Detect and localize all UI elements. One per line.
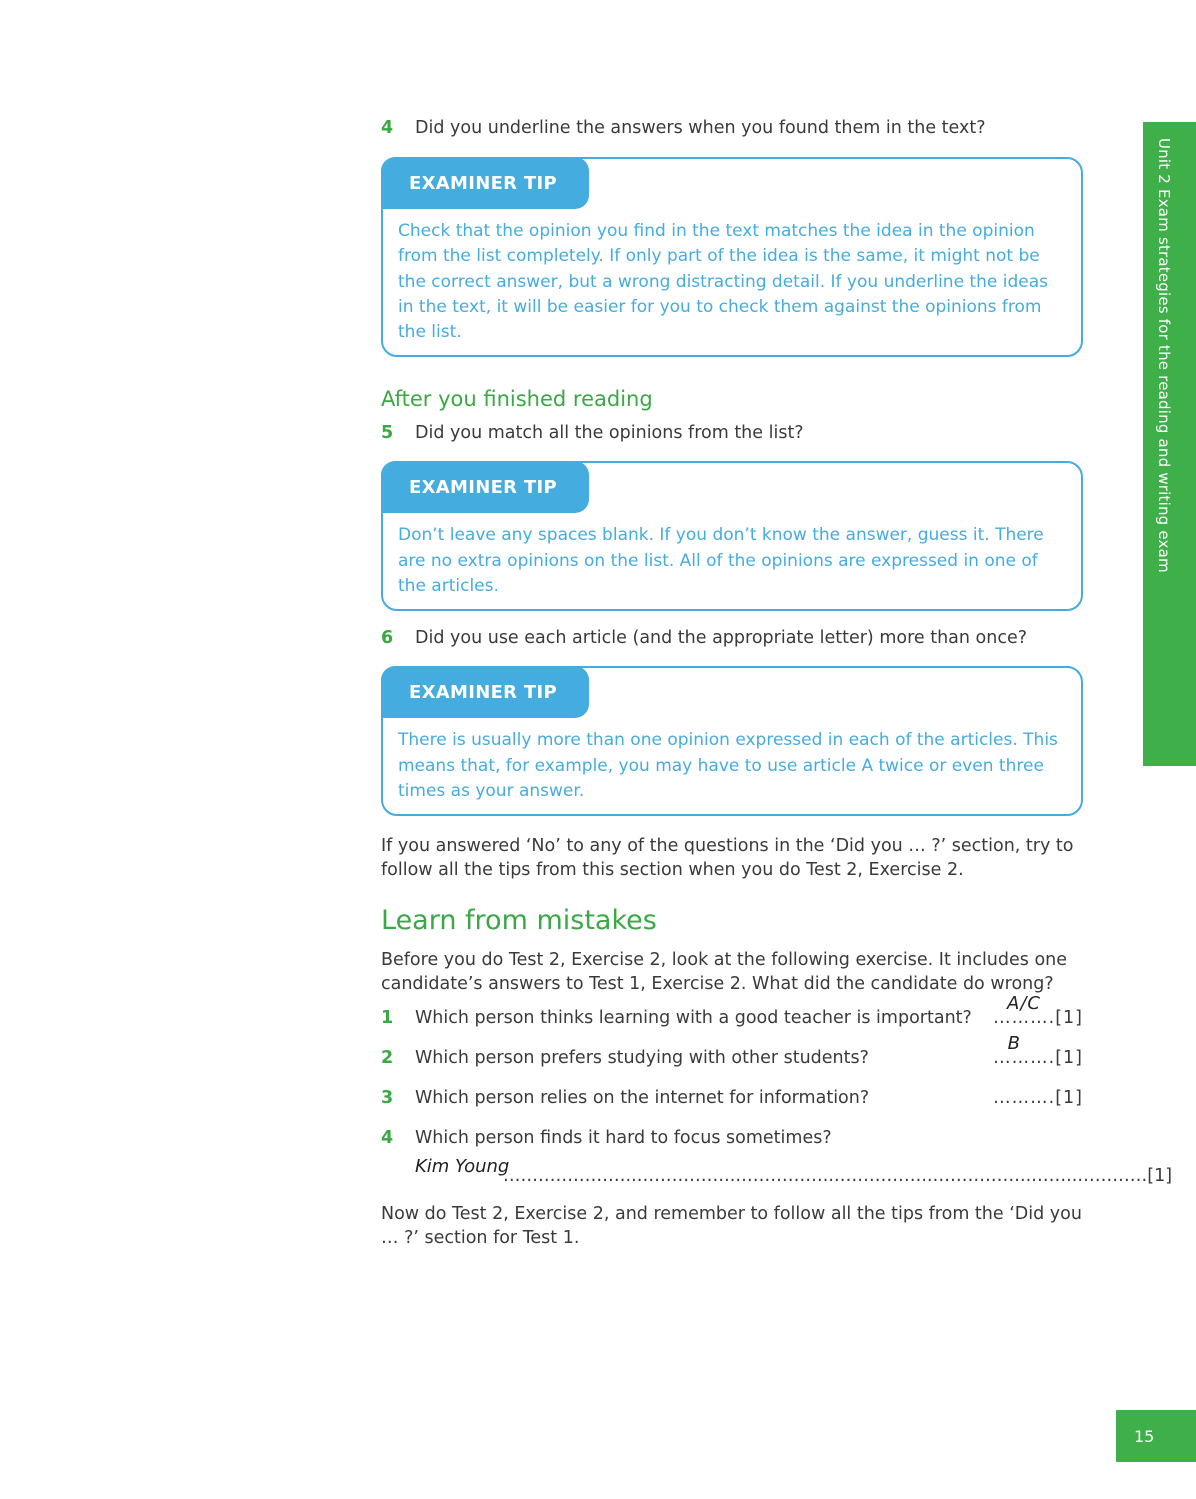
question-4 (381, 116, 1083, 140)
exercise-list (381, 993, 1173, 1196)
mark: [1] (1055, 1048, 1083, 1069)
item-text: Which person thinks learning with a good teacher is important? (415, 1008, 972, 1029)
section-heading-large: Learn from mistakes (381, 905, 657, 937)
answer-dots: …………………..……………..……………..……………..……………..……..………… (503, 1166, 1148, 1187)
question-text: Did you underline the answers when you found them in the text? (415, 118, 986, 138)
item-text: Which person relies on the internet for information? (415, 1088, 870, 1109)
item-number: 3 (381, 1088, 394, 1109)
exercise-item (381, 1078, 1083, 1118)
handwritten-answer: A/C (1007, 993, 1041, 1015)
examiner-tip-text: There is usually more than one opinion expressed in each of the articles. This means that, for example, you may have to use article A twice or even three times as your answer. (398, 730, 1058, 801)
mark: [1] (1055, 1088, 1083, 1109)
answer-line (993, 1033, 1083, 1070)
answer-line (993, 1086, 1083, 1110)
section-heading: After you finished reading (381, 387, 653, 412)
question-6 (381, 626, 1083, 650)
question-text: Did you use each article (and the appropriate letter) more than once? (415, 628, 1028, 649)
followup-paragraph: If you answered ‘No’ to any of the questions in the ‘Did you … ?’ section, try to follow all the tips from this section when you do Test 2, Exercise 2. (381, 836, 1074, 881)
question-5 (381, 421, 1083, 445)
mark: [1] (1055, 1008, 1083, 1029)
question-number: 5 (381, 423, 394, 444)
examiner-tip-label: EXAMINER TIP (381, 157, 589, 209)
examiner-tip-label: EXAMINER TIP (381, 666, 589, 718)
examiner-tip-box (381, 157, 1083, 357)
exercise-item (381, 1118, 1083, 1156)
item-number: 4 (381, 1128, 394, 1149)
intro-paragraph: Before you do Test 2, Exercise 2, look at the following exercise. It includes one candidate’s answers to Test 1, Exercise 2. What did the candidate do wrong? (381, 950, 1068, 995)
answer-dots: ………. (993, 1048, 1056, 1069)
question-text: Did you match all the opinions from the list? (415, 423, 804, 444)
item-text: Which person prefers studying with other students? (415, 1048, 869, 1069)
examiner-tip-text: Don’t leave any spaces blank. If you don’t know the answer, guess it. There are no extra opinions on the list. All of the opinions are expressed in one of the articles. (398, 525, 1044, 597)
answer-dots: ………. (993, 1088, 1056, 1109)
handwritten-answer: B (1007, 1033, 1021, 1055)
mark: [1] (1147, 1166, 1173, 1187)
examiner-tip-label: EXAMINER TIP (381, 461, 589, 513)
item-number: 1 (381, 1008, 394, 1029)
examiner-tip-box (381, 461, 1083, 611)
answer-line (993, 993, 1083, 1030)
exercise-item (381, 993, 1083, 1038)
handwritten-answer: Kim Young (415, 1156, 510, 1178)
question-number: 6 (381, 628, 394, 649)
examiner-tip-text: Check that the opinion you find in the text matches the idea in the opinion from the list completely. If only part of the idea is the same, it might not be the correct answer, but a wrong distracting detail. If you underline the ideas in the text, it will be easier for you to check them against the opinions from the list. (398, 221, 1048, 343)
examiner-tip-box (381, 666, 1083, 816)
unit-sidebar-label: Unit 2 Exam strategies for the reading and writing exam (1155, 138, 1173, 573)
question-number: 4 (381, 118, 394, 138)
item-text: Which person finds it hard to focus sometimes? (415, 1128, 832, 1149)
exercise-item (381, 1033, 1083, 1078)
answer-dots: ………. (993, 1008, 1056, 1029)
answer-line-long (415, 1156, 1173, 1196)
item-number: 2 (381, 1048, 394, 1069)
closing-paragraph: Now do Test 2, Exercise 2, and remember to follow all the tips from the ‘Did you … ?’ section for Test 1. (381, 1204, 1082, 1249)
page-number: 15 (1116, 1410, 1196, 1462)
